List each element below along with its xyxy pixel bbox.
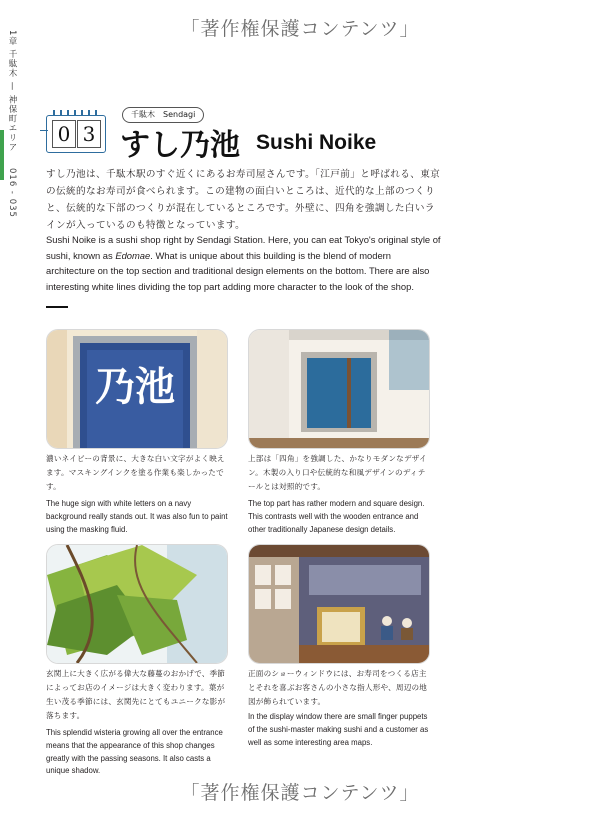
page-title-en: Sushi Noike [256,131,377,154]
page-range: 016 - 035 [7,167,17,218]
caption-en: In the display window there are small finger puppets of the sushi-master making sushi and a customer as well as some interesting area maps. [248,712,429,747]
sign-letters: 乃池 [95,364,175,410]
chapter-label: 1章 千駄木 — 神保町エリア [7,30,17,153]
intro-english-italic: Edomae [115,249,151,261]
entry-number-digit: 0 [52,120,76,148]
intro-english-text-end: . What is unique about this building is the blend of modern architecture on the top section and traditional design elements on the bottom. There are also interesting white lines dividing the top part adding more character to the look of the shop. [46,249,430,292]
area-tag: 千駄木 Sendagi [122,107,204,123]
display-window-illustration [248,544,430,664]
entry-number-digit: 3 [77,120,101,148]
chapter-side-tab [6,30,18,218]
caption-en: The top part has rather modern and square design. This contrasts well with the wooden entrance and other traditionally Japanese design details. [248,499,425,534]
wisteria-illustration [46,544,228,664]
page-title-jp: すし乃池 [120,128,240,163]
entry-number-box [46,115,106,153]
caption-en: The huge sign with white letters on a navy background really stands out. It was also fun to paint using the masking fluid. [46,499,228,534]
chapter-marker [0,130,4,180]
intro-english-text: Sushi Noike is a sushi shop right by Sendagi Station. Here, you can eat Tokyo's original style of sushi, known as [46,234,441,261]
caption-jp: 正面のショーウィンドウには、お寿司をつくる店主とそれを喜ぶお客さんの小さな指人形や、周辺の地図が飾られています。 [248,669,428,706]
copyright-watermark-top: 「著作権保護コンテンツ」 [180,18,420,40]
section-divider [46,306,68,308]
caption-jp: 玄関上に大きく広がる偉大な藤蔓のおかげで、季節によってお店のイメージは大きく変わります。葉が生い茂る季節には、玄関先にとてもユニークな影が落ちます。 [46,669,226,720]
intro-english [46,232,442,294]
copyright-watermark-bottom: 「著作権保護コンテンツ」 [180,782,420,804]
caption-en: This splendid wisteria growing all over the entrance means that the appearance of this shop changes greatly with the passing seasons. It also casts a unique shadow. [46,728,223,776]
facade-window-illustration [248,329,430,449]
caption-jp: 上部は「四角」を強調した、かなりモダンなデザイン。木製の入り口や伝統的な和風デザインのディテールとは対照的です。 [248,454,427,491]
caption-jp: 濃いネイビーの背景に、大きな白い文字がよく映えます。マスキングインクを塗る作業も楽しかったです。 [46,454,225,491]
sign-illustration [46,329,228,449]
intro-japanese: すし乃池は、千駄木駅のすぐ近くにあるお寿司屋さんです。「江戸前」と呼ばれる、東京の伝統的なお寿司が食べられます。この建物の面白いところは、近代的な上部のつくりと、伝統的な下部のつくりが混在しているところです。外壁に、四角を強調した白いラインが入っているのも特徴となっています。 [46,169,441,231]
